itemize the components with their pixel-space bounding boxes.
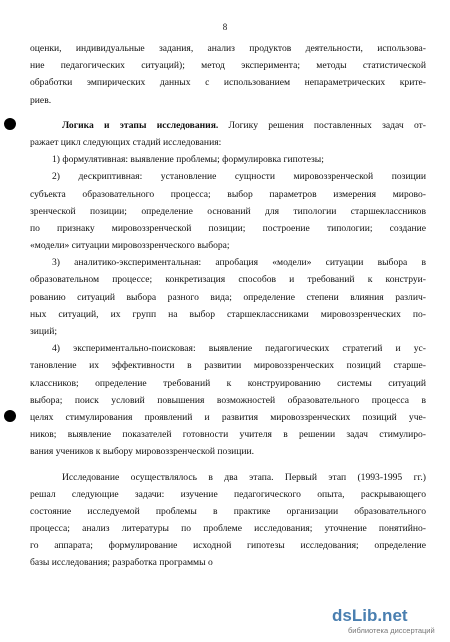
text-line: 3) аналитико-экспериментальная: апробация «модели» ситуации выбора в — [52, 257, 426, 269]
text-line: Исследование осуществлялось в два этапа. Первый этап (1993-1995 гг.) — [62, 471, 426, 483]
text-line: целях стимулирования проявлений и развития мировоззренческих позиций уче- — [30, 411, 426, 423]
document-body — [30, 40, 426, 572]
text-line: оценки, индивидуальные задания, анализ продуктов деятельности, использова- — [30, 43, 426, 54]
text-line: по признаку мировоззренческой позиции; построение типологии; создание — [30, 222, 426, 234]
stage-3 — [30, 254, 426, 340]
text-line: состояние исследуемой проблемы в практике организации образовательного — [30, 505, 426, 517]
text-line: ников; выявление показателей готовности учителя в решении задач стимулиро- — [30, 429, 426, 441]
text-line: вания учеников к выбору мировоззренческой позиции. — [30, 446, 255, 458]
stage-1 — [30, 151, 426, 168]
text-line: обработки эмпирических данных с использованием непараметрических крите- — [30, 77, 426, 89]
text-line: тановление их эффективности в развитии мировоззренческих позиций старше- — [30, 360, 426, 372]
text-line: 4) экспериментально-поисковая: выявление педагогических стратегий и ус- — [52, 343, 426, 355]
text-line: зиций; — [30, 326, 57, 337]
text-span: Логику решения поставленных задач от- — [228, 119, 426, 131]
text-line: выбора; поиск условий повышения возможностей образовательного процесса в — [30, 394, 426, 406]
text-line: базы исследования; разработка программы о — [30, 557, 213, 569]
text-line: риев. — [30, 94, 52, 106]
text-line — [30, 117, 426, 134]
text-line: рованию ситуаций выбора разного вида; определение степени влияния различ- — [30, 291, 426, 303]
paragraph-stages-description — [30, 469, 426, 572]
text-line: зренческой позиции; определение оснований для типологии старшеклассников — [30, 205, 426, 217]
stage-4 — [30, 340, 426, 460]
text-line: классников; определение требований к конструированию системы ситуаций — [30, 377, 426, 389]
watermark-logo-text: dsLib.net — [332, 606, 408, 625]
watermark-subtitle: библиотека диссертаций — [348, 626, 435, 635]
text-line: 2) дескриптивная: установление сущности мировоззренческой позиции — [52, 171, 426, 183]
paragraph-methods — [30, 40, 426, 109]
watermark-logo[interactable] — [332, 606, 442, 636]
section-heading: Логика и этапы исследования. — [62, 119, 219, 131]
text-line: решал следующие задачи: изучение педагогического опыта, раскрывающего — [30, 488, 426, 500]
text-line: образовательном процессе; конкретизация способов и требований к конструи- — [30, 274, 426, 286]
text-line: процесса; анализ литературы по проблеме исследования; уточнение понятийно- — [30, 523, 426, 535]
text-line: ражает цикл следующих стадий исследования: — [30, 136, 222, 148]
paragraph-logic — [30, 117, 426, 151]
stage-2 — [30, 168, 426, 254]
text-line: «модели» ситуации мировоззренческого выбора; — [30, 240, 230, 252]
text-line: го аппарата; формулирование исходной гипотезы исследования; определение — [30, 540, 426, 552]
binder-hole-bottom — [4, 410, 16, 422]
text-line: ных ситуаций, их групп на выбор старшеклассниками мировоззренческих по- — [30, 308, 426, 320]
binder-hole-top — [4, 118, 16, 130]
text-line: субъекта образовательного процесса; выбор параметров измерения мирово- — [30, 188, 426, 200]
text-line: 1) формулятивная: выявление проблемы; формулировка гипотезы; — [52, 154, 324, 166]
text-line: ние педагогических ситуаций); метод эксперимента; методы статистической — [30, 60, 426, 72]
page-number: 8 — [222, 22, 228, 32]
